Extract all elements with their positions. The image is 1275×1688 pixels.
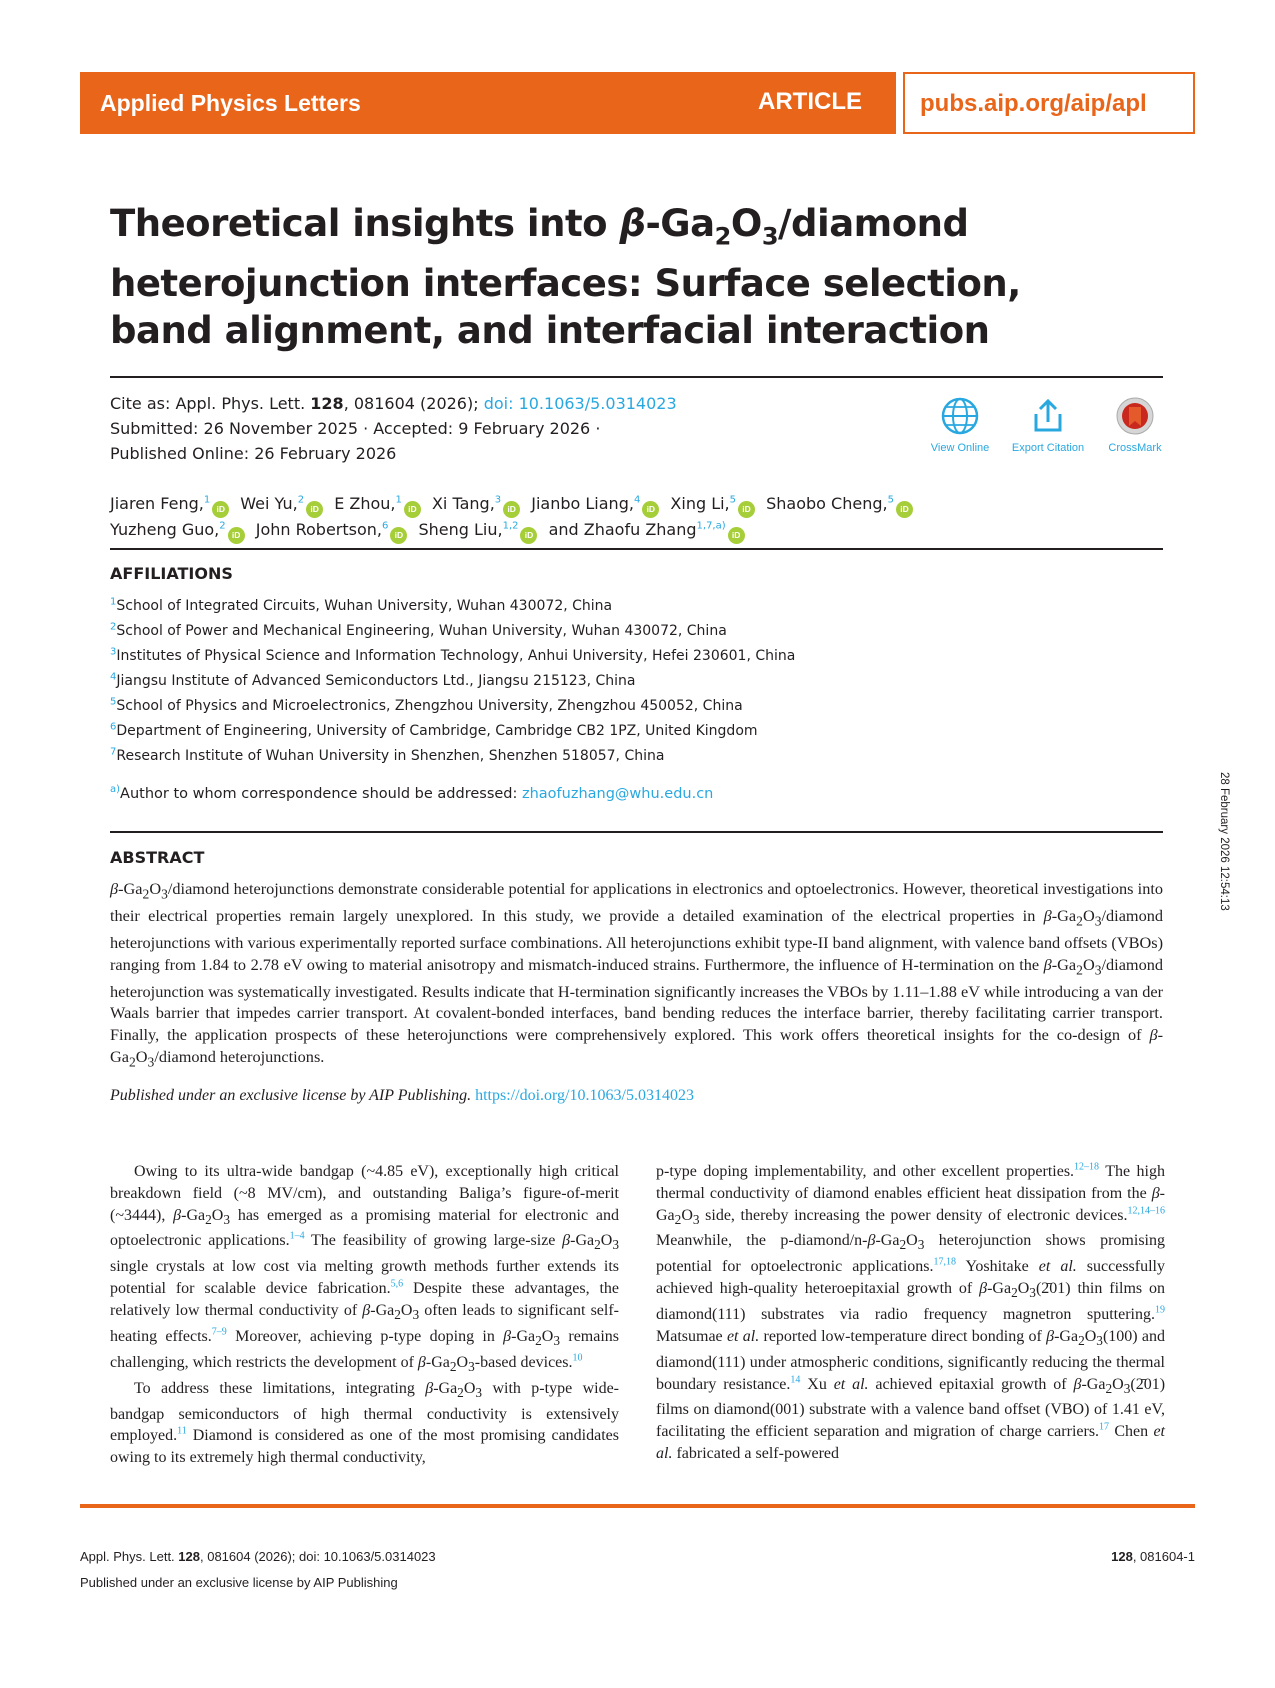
article-label: ARTICLE bbox=[758, 88, 862, 115]
orcid-icon[interactable]: iD bbox=[738, 501, 755, 518]
body-paragraph: To address these limitations, integrating $\beta-Ga_2O_3$ with p-type wide-bandgap semiconductors of high thermal conductivity is extensively employed.$^{11}$ Diamond is considered as one of the most promising candidates owing to its extremely high thermal conductivity, bbox=[110, 1379, 619, 1467]
footer-license: Published under an exclusive license by AIP Publishing bbox=[80, 1575, 398, 1590]
orcid-icon[interactable]: iD bbox=[728, 527, 745, 544]
orcid-icon[interactable]: iD bbox=[896, 501, 913, 518]
reference-link[interactable]: 17 bbox=[1099, 1421, 1110, 1433]
author[interactable]: Xing Li,$^5$ bbox=[670, 494, 737, 513]
body-column-right bbox=[656, 1161, 1165, 1465]
journal-url-link[interactable]: pubs.aip.org/aip/apl bbox=[920, 90, 1147, 117]
orcid-icon[interactable]: iD bbox=[503, 501, 520, 518]
export-citation-button[interactable]: Export Citation bbox=[1003, 396, 1093, 454]
orcid-icon[interactable]: iD bbox=[306, 501, 323, 518]
orcid-icon[interactable]: iD bbox=[228, 527, 245, 544]
affiliation: $^1$School of Integrated Circuits, Wuhan University, Wuhan 430072, China bbox=[110, 596, 613, 614]
correspondence-note: $^{a)}$Author to whom correspondence should be addressed: zhaofuzhang@whu.edu.cn bbox=[110, 784, 714, 802]
author[interactable]: Xi Tang,$^3$ bbox=[431, 494, 502, 513]
affiliation: $^5$School of Physics and Microelectronics, Zhengzhou University, Zhengzhou 450052, China bbox=[110, 696, 743, 714]
author[interactable]: and Zhaofu Zhang$^{1,7,a)}$ bbox=[548, 520, 726, 539]
reference-link[interactable]: 14 bbox=[790, 1374, 801, 1386]
reference-link[interactable]: 12–18 bbox=[1074, 1161, 1100, 1173]
footer-citation: Appl. Phys. Lett. 128, 081604 (2026); doi: 10.1063/5.0314023 bbox=[80, 1549, 436, 1564]
author[interactable]: Sheng Liu,$^{1,2}$ bbox=[418, 520, 519, 539]
body-column-left bbox=[110, 1161, 619, 1469]
reference-link[interactable]: 7–9 bbox=[211, 1326, 227, 1338]
doi-url-link[interactable]: https://doi.org/10.1063/5.0314023 bbox=[475, 1087, 694, 1104]
author[interactable]: E Zhou,$^1$ bbox=[334, 494, 402, 513]
affiliations-list bbox=[110, 594, 795, 769]
affiliation: $^2$School of Power and Mechanical Engineering, Wuhan University, Wuhan 430072, China bbox=[110, 621, 727, 639]
reference-link[interactable]: 10 bbox=[572, 1352, 583, 1364]
crossmark-icon bbox=[1115, 396, 1155, 436]
cite-block: Cite as: Appl. Phys. Lett. 128, 081604 (2026); doi: 10.1063/5.0314023 Submitted: 26 November 2025 · Accepted: 9 February 2026 · Published Online: 26 February 2026 bbox=[110, 394, 677, 463]
affiliations-heading: AFFILIATIONS bbox=[110, 564, 233, 583]
footer-rule bbox=[80, 1504, 1195, 1508]
body-paragraph: Owing to its ultra-wide bandgap (~4.85 eV), exceptionally high critical breakdown field (~8 MV/cm), and outstanding Baliga’s figure-of-merit (~3444), $\beta-Ga_2O_3$ has emerged as a promising material for electronic and optoelectronic applications.$^{1-4}$ The feasibility of growing large-size $\beta-Ga_2O_3$ single crystals at low cost via melting growth methods further extends its potential for scalable device fabrication.$^{5,6}$ Despite these advantages, the relatively low thermal conductivity of $\beta-Ga_2O_3$ often leads to significant self-heating effects.$^{7-9}$ Moreover, achieving p-type doping in $\beta-Ga_2O_3$ remains challenging, which restricts the development of $\beta-Ga_2O_3$-based devices.$^{10}$ bbox=[110, 1163, 620, 1374]
author[interactable]: Jiaren Feng,$^1$ bbox=[110, 494, 211, 513]
author[interactable]: Jianbo Liang,$^4$ bbox=[531, 494, 641, 513]
author-list bbox=[110, 492, 1110, 544]
reference-link[interactable]: 12,14–16 bbox=[1127, 1205, 1165, 1217]
orcid-icon[interactable]: iD bbox=[642, 501, 659, 518]
email-link[interactable]: zhaofuzhang@whu.edu.cn bbox=[522, 786, 714, 802]
abstract-rule bbox=[110, 831, 1163, 833]
globe-icon bbox=[940, 396, 980, 436]
body-paragraph: p-type doping implementability, and other excellent properties.$^{12-18}$ The high thermal conductivity of diamond enables efficient heat dissipation from the $\beta-Ga_2O_3$ side, thereby increasing the power density of electronic devices.$^{12,14-16}$ Meanwhile, the $p-diamond/n-\beta-Ga_2O_3$ heterojunction shows promising potential for optoelectronic applications.$^{17,18}$ Yoshitake et al. successfully achieved high-quality heteroepitaxial growth of $\beta-Ga_2O_3(2̄01)$ thin films on diamond(111) substrates via radio frequency magnetron sputtering.$^{19}$ Matsumae et al. reported low-temperature direct bonding of $\beta-Ga_2O_3(100)$ and diamond(111) under atmospheric conditions, significantly reducing the thermal boundary resistance.$^{14}$ Xu et al. achieved epitaxial growth of $\beta-Ga_2O_3(2̄01)$ films on diamond(001) substrate with a valence band offset (VBO) of 1.41 eV, facilitating the efficient separation and migration of charge carriers.$^{17}$ Chen et al. fabricated a self-powered bbox=[656, 1161, 1166, 1462]
author[interactable]: John Robertson,$^6$ bbox=[255, 520, 389, 539]
reference-link[interactable]: 1–4 bbox=[289, 1231, 305, 1243]
orcid-icon[interactable]: iD bbox=[520, 527, 537, 544]
footer-page-number: 128, 081604-1 bbox=[1111, 1549, 1195, 1564]
abstract-heading: ABSTRACT bbox=[110, 848, 205, 867]
doi-link[interactable]: doi: 10.1063/5.0314023 bbox=[483, 394, 677, 413]
affiliation: $^3$Institutes of Physical Science and Information Technology, Anhui University, Hefei 230601, China bbox=[110, 646, 796, 664]
affiliation: $^6$Department of Engineering, University of Cambridge, Cambridge CB2 1PZ, United Kingdom bbox=[110, 721, 758, 739]
author[interactable]: Shaobo Cheng,$^5$ bbox=[766, 494, 894, 513]
reference-link[interactable]: 5,6 bbox=[390, 1278, 404, 1290]
author[interactable]: Yuzheng Guo,$^2$ bbox=[110, 520, 226, 539]
authors-rule bbox=[110, 548, 1163, 550]
affiliation: $^7$Research Institute of Wuhan University in Shenzhen, Shenzhen 518057, China bbox=[110, 746, 665, 764]
reference-link[interactable]: 17,18 bbox=[933, 1257, 957, 1269]
journal-name[interactable]: Applied Physics Letters bbox=[100, 90, 361, 116]
view-online-button[interactable]: View Online bbox=[915, 396, 1005, 454]
export-icon bbox=[1028, 396, 1068, 436]
title-rule bbox=[110, 376, 1163, 378]
affiliation: $^4$Jiangsu Institute of Advanced Semiconductors Ltd., Jiangsu 215123, China bbox=[110, 671, 636, 689]
orcid-icon[interactable]: iD bbox=[404, 501, 421, 518]
article-title: Theoretical insights into $\beta-Ga_2O_3$/diamond heterojunction interfaces: Surface selection, band alignment, and interfacial interaction bbox=[110, 202, 1021, 353]
orcid-icon[interactable]: iD bbox=[212, 501, 229, 518]
reference-link[interactable]: 11 bbox=[177, 1426, 187, 1438]
reference-link[interactable]: 19 bbox=[1155, 1304, 1165, 1316]
download-timestamp: 28 February 2026 12:54:13 bbox=[1218, 772, 1230, 911]
orcid-icon[interactable]: iD bbox=[390, 527, 407, 544]
crossmark-button[interactable]: CrossMark bbox=[1090, 396, 1180, 454]
license-line: Published under an exclusive license by AIP Publishing. https://doi.org/10.1063/5.0314023 bbox=[110, 1087, 694, 1104]
author[interactable]: Wei Yu,$^2$ bbox=[240, 494, 305, 513]
abstract-text: $\beta-Ga_2O_3$/diamond heterojunctions demonstrate considerable potential for applications in electronics and optoelectronics. However, theoretical investigations into their electrical properties remain largely unexplored. In this study, we provide a detailed examination of the electrical properties in $\beta-Ga_2O_3$/diamond heterojunctions with various experimentally reported surface combinations. All heterojunctions exhibit type-II band alignment, with valence band offsets (VBOs) ranging from 1.84 to 2.78 eV owing to material anisotropy and mismatch-induced strains. Furthermore, the influence of H-termination on the $\beta-Ga_2O_3$/diamond heterojunction was systematically investigated. Results indicate that H-termination significantly increases the VBOs by 1.11–1.88 eV while introducing a van der Waals barrier that impedes carrier transport. At covalent-bonded interfaces, band bending reduces the interface barrier, thereby facilitating carrier transport. Finally, the application prospects of these heterojunctions were comprehensively explored. This work offers theoretical insights for the co-design of $\beta-Ga_2O_3$/diamond heterojunctions. bbox=[110, 879, 1163, 1069]
